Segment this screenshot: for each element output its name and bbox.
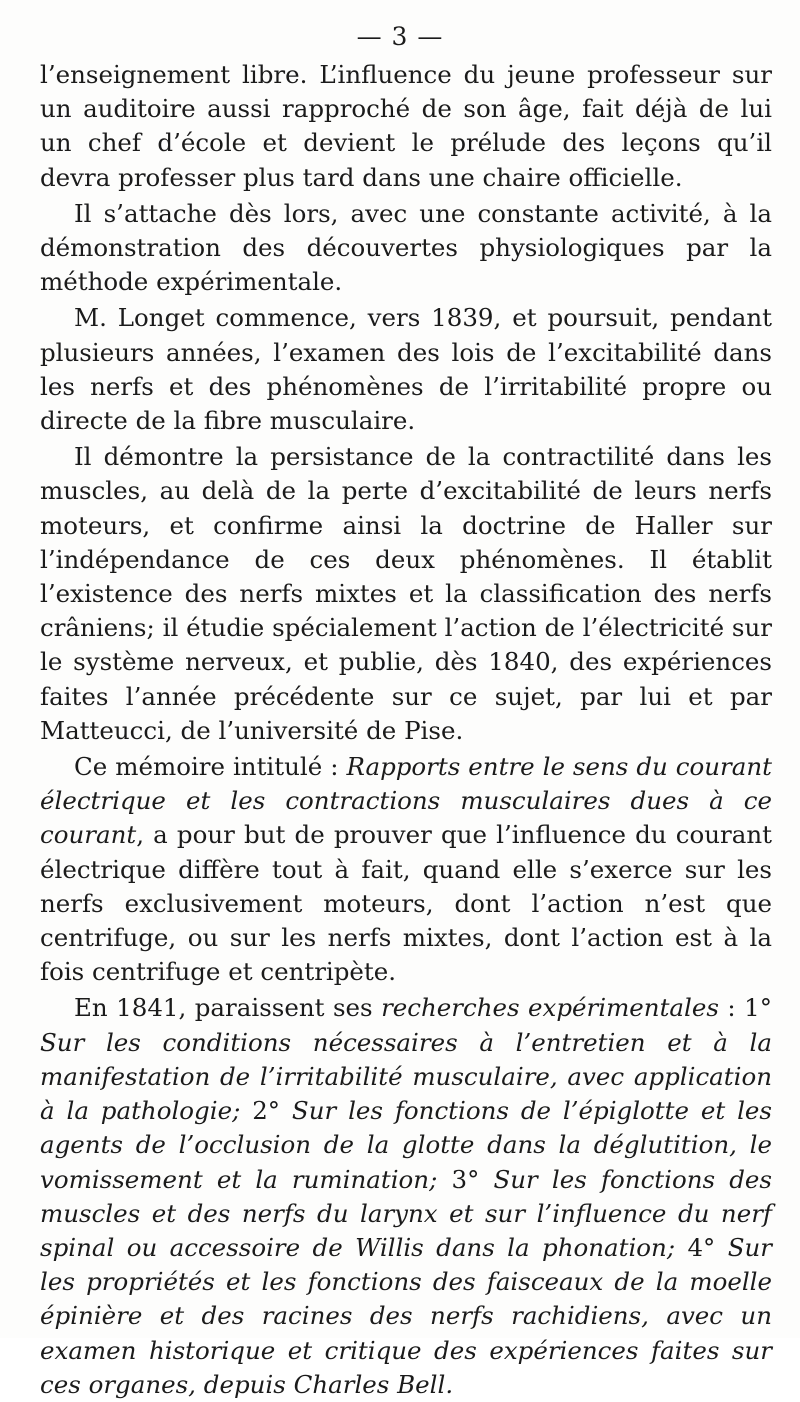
text-run: En 1841, paraissent ses [74, 993, 382, 1023]
paragraph [40, 991, 772, 1401]
text-run: : 1° [718, 993, 772, 1023]
paragraph [40, 301, 772, 438]
paragraph [40, 440, 772, 748]
text-run: l’enseignement libre. L’influence du jeune professeur sur un auditoire aussi rapproché de son âge, fait déjà de lui un chef d’école et devient le prélude des leçons qu’il devra professer plus tard dans une chaire officielle. [40, 60, 772, 192]
body-text [40, 58, 772, 1402]
italic-text-run: Sur les fonctions de l’épiglotte et les agents de l’occlusion de la glotte dans la déglutition, le vomissement et la rumination; [40, 1096, 772, 1194]
text-run: 2° [240, 1096, 292, 1126]
page-number: — 3 — [356, 22, 444, 51]
text-run: Ce mémoire intitulé : [74, 752, 347, 782]
italic-text-run: Rapports entre le sens du courant électrique et les contractions musculaires dues à ce courant [40, 752, 772, 850]
text-run: M. Longet commence, vers 1839, et poursuit, pendant plusieurs années, l’examen des lois de l’excitabilité dans les nerfs et des phénomènes de l’irritabilité propre ou directe de la fibre musculaire. [40, 303, 772, 436]
text-run: Il s’attache dès lors, avec une constante activité, à la démonstration des découvertes physiologiques par la méthode expérimentale. [40, 198, 772, 297]
text-run: 3° [437, 1164, 494, 1194]
text-run: 4° [675, 1232, 728, 1262]
paragraph [40, 58, 772, 195]
italic-text-run: Sur les fonctions des muscles et des nerfs du larynx et sur l’influence du nerf spinal ou accessoire de Willis dans la phonation; [40, 1164, 772, 1262]
italic-text-run: Sur les conditions nécessaires à l’entretien et à la manifestation de l’irritabilité musculaire, avec application à la pathologie; [40, 1027, 772, 1126]
italic-text-run: recherches expérimentales [381, 993, 719, 1023]
paragraph [40, 750, 772, 989]
paragraph [40, 197, 772, 300]
italic-text-run: Sur les propriétés et les fonctions des faisceaux de la moelle épinière et des racines des nerfs rachidiens, avec un examen historique et critique des expériences faites sur ces organes, depuis Charles Bell. [40, 1232, 772, 1399]
text-run: Il démontre la persistance de la contractilité dans les muscles, au delà de la perte d’excitabilité de leurs nerfs moteurs, et confirme ainsi la doctrine de Haller sur l’indépendance de ces deux phénomènes. Il établit l’existence des nerfs mixtes et la classification des nerfs crâniens; il étudie spécialement l’action de l’électricité sur le système nerveux, et publie, dès 1840, des expériences faites l’année précédente sur ce sujet, par lui et par Matteucci, de l’université de Pise. [40, 442, 772, 745]
text-run: , a pour but de prouver que l’influence du courant électrique diffère tout à fait, quand elle s’exerce sur les nerfs exclusivement moteurs, dont l’action n’est que centrifuge, ou sur les nerfs mixtes, dont l’action est à la fois centrifuge et centripète. [40, 820, 772, 987]
